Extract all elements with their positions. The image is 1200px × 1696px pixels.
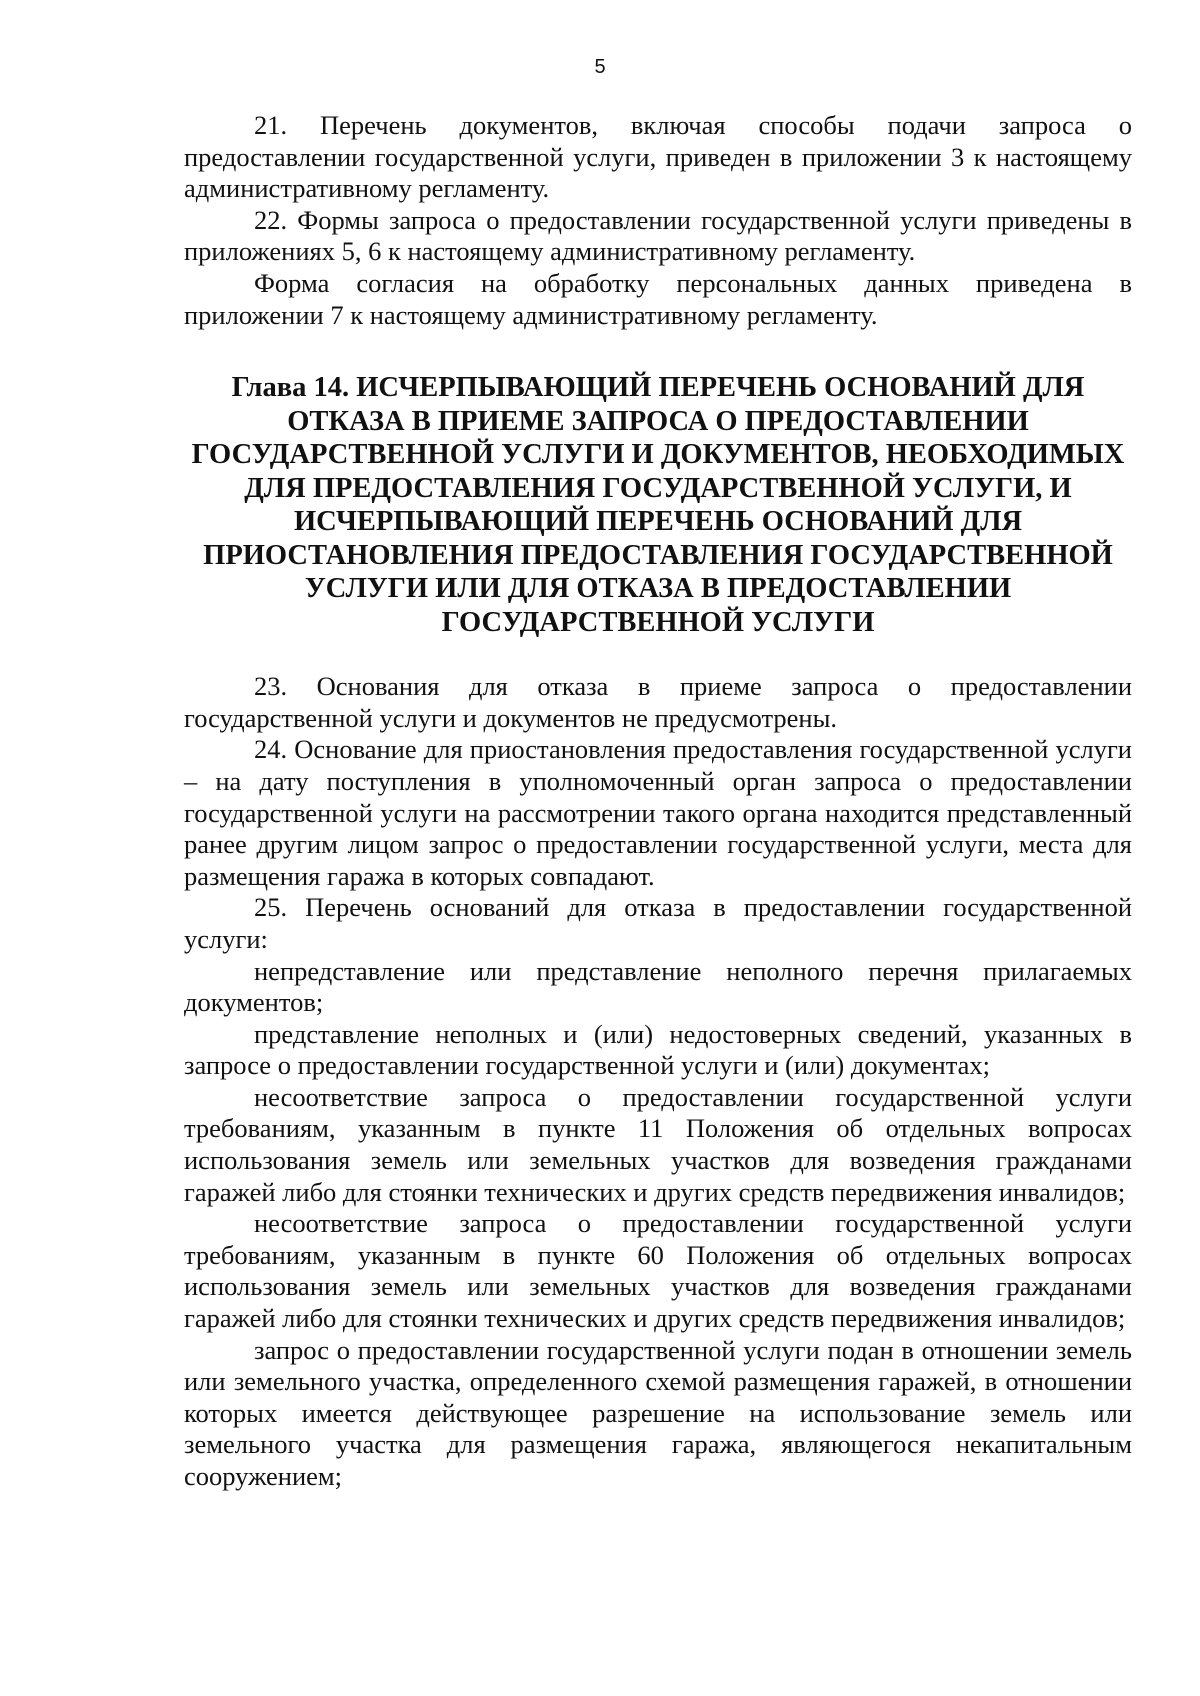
paragraph-25: 25. Перечень оснований для отказа в предоставлении государственной услуги: xyxy=(184,892,1132,954)
paragraph-23: 23. Основания для отказа в приеме запроса о предоставлении государственной услуги и документов не предусмотрены. xyxy=(184,671,1132,733)
refusal-ground-unreliable-info: представление неполных и (или) недостоверных сведений, указанных в запросе о предоставлении государственной услуги и (или) документах; xyxy=(184,1018,1132,1081)
title-spacer xyxy=(184,639,1132,671)
refusal-ground-clause-60: несоответствие запроса о предоставлении государственной услуги требованиям, указанным в пункте 60 Положения об отдельных вопросах использования земель или земельных участков для возведения гражданами гаражей либо для стоянки технических и других средств передвижения инвалидов; xyxy=(184,1208,1132,1334)
paragraph-21: 21. Перечень документов, включая способы подачи запроса о предоставлении государственной услуги, приведен в приложении 3 к настоящему административному регламенту. xyxy=(184,110,1132,204)
refusal-ground-existing-permit: запрос о предоставлении государственной услуги подан в отношении земель или земельного участка, определенного схемой размещения гаражей, в отношении которых имеется действующее разрешение на использование земель или земельного участка для размещения гаража, являющегося некапитальным сооружением; xyxy=(184,1334,1132,1491)
refusal-ground-clause-11: несоответствие запроса о предоставлении государственной услуги требованиям, указанным в пункте 11 Положения об отдельных вопросах использования земель или земельных участков для возведения гражданами гаражей либо для стоянки технических и других средств передвижения инвалидов; xyxy=(184,1081,1132,1207)
page-number: 5 xyxy=(594,56,606,78)
paragraph-consent-form: Форма согласия на обработку персональных данных приведена в приложении 7 к настоящему административному регламенту. xyxy=(184,267,1132,330)
paragraph-24: 24. Основание для приостановления предоставления государственной услуги – на дату поступления в уполномоченный орган запроса о предоставлении государственной услуги на рассмотрении такого органа находится представленный ранее другим лицом запрос о предоставлении государственной услуги, места для размещения гаража в которых совпадают. xyxy=(184,734,1132,891)
chapter-14-title: Глава 14. ИСЧЕРПЫВАЮЩИЙ ПЕРЕЧЕНЬ ОСНОВАНИЙ ДЛЯ ОТКАЗА В ПРИЕМЕ ЗАПРОСА О ПРЕДОСТАВЛЕНИИ ГОСУДАРСТВЕННОЙ УСЛУГИ И ДОКУМЕНТОВ, НЕОБХОДИМЫХ ДЛЯ ПРЕДОСТАВЛЕНИЯ ГОСУДАРСТВЕННОЙ УСЛУГИ, И ИСЧЕРПЫВАЮЩИЙ ПЕРЕЧЕНЬ ОСНОВАНИЙ ДЛЯ ПРИОСТАНОВЛЕНИЯ ПРЕДОСТАВЛЕНИЯ ГОСУДАРСТВЕННОЙ УСЛУГИ ИЛИ ДЛЯ ОТКАЗА В ПРЕДОСТАВЛЕНИИ ГОСУДАРСТВЕННОЙ УСЛУГИ xyxy=(191,372,1125,638)
paragraph-22: 22. Формы запроса о предоставлении государственной услуги приведены в приложениях 5, 6 к настоящему административному регламенту. xyxy=(184,204,1132,267)
refusal-ground-incomplete-documents: непредставление или представление неполного перечня прилагаемых документов; xyxy=(184,955,1132,1018)
document-body xyxy=(184,110,1132,1493)
